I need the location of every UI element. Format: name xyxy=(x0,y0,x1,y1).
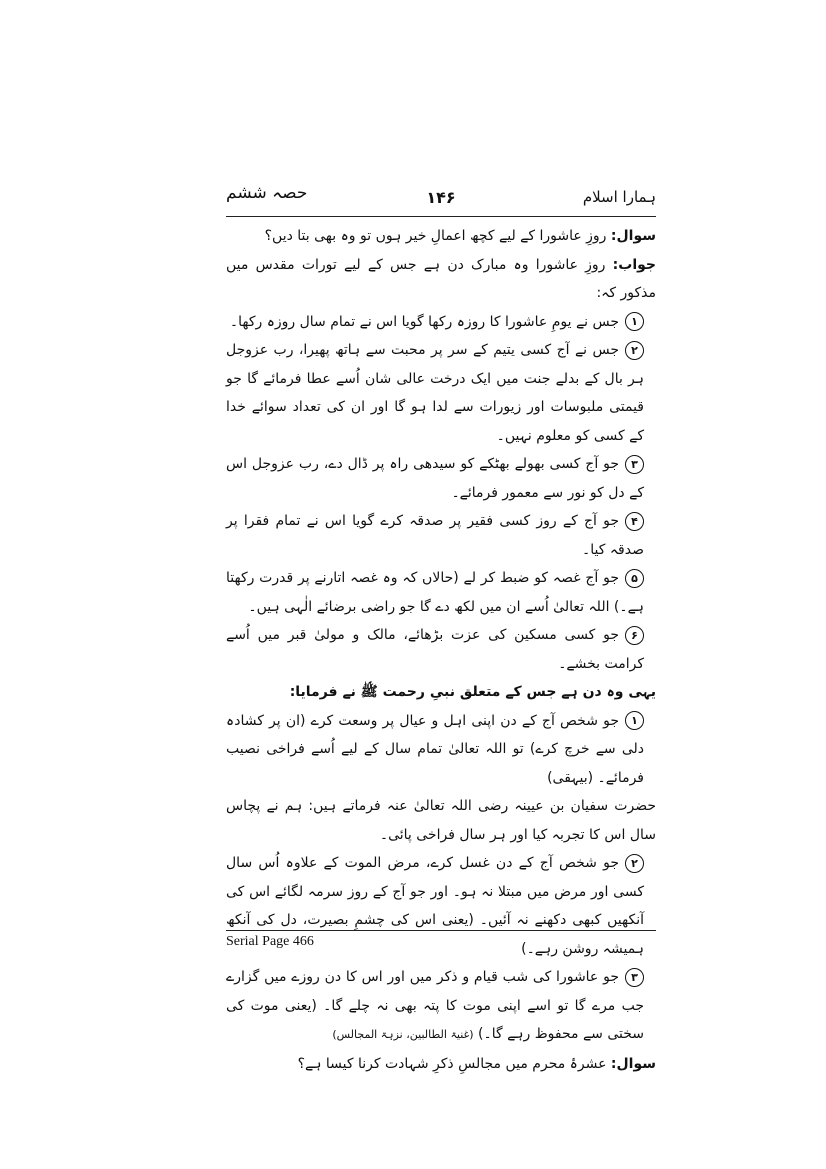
item-text: جو شخص آج کے دن اپنی اہل و عیال پر وسعت کرے (ان پر کشادہ دلی سے خرچ کرے) تو اللہ تعالیٰ تمام سال کے لیے اُسے فراخی نصیب فرمائے۔ (بیہقی) xyxy=(226,712,644,786)
item-number: ۵ xyxy=(625,569,644,588)
serial-page-footer: Serial Page 466 xyxy=(226,934,314,949)
item-number: ۶ xyxy=(625,626,644,645)
page-number: ۱۴۶ xyxy=(426,188,456,207)
hadith-intro: یہی وہ دن ہے جس کے متعلق نبیِ رحمت ﷺ نے فرمایا: xyxy=(289,684,656,700)
item-text: جو آج کسی بھولے بھٹکے کو سیدھی راہ پر ڈال دے، رب عزوجل اس کے دل کو نور سے معمور فرمائے۔ xyxy=(226,456,644,501)
list-item xyxy=(226,336,656,450)
item-number: ۳ xyxy=(625,968,644,987)
item-text: جس نے یومِ عاشورا کا روزہ رکھا گویا اس نے تمام سال روزہ رکھا۔ xyxy=(229,313,619,330)
item-number: ۴ xyxy=(625,512,644,531)
citation: (غنیۃ الطالبین، نزہۃ المجالس) xyxy=(332,1028,474,1041)
question-1 xyxy=(226,222,656,251)
question-2 xyxy=(226,1050,656,1079)
page-header xyxy=(226,183,656,217)
item-number: ۳ xyxy=(625,455,644,474)
answer-1 xyxy=(226,251,656,308)
list-item xyxy=(226,450,656,507)
footer-divider xyxy=(226,930,656,931)
item-number: ۲ xyxy=(625,341,644,360)
item-number: ۱ xyxy=(625,312,644,331)
section-name: حصہ ششم xyxy=(226,183,308,203)
answer-label: جواب: xyxy=(612,256,656,273)
item-text: جو شخص آج کے دن غسل کرے، مرض الموت کے علاوہ اُس سال کسی اور مرض میں مبتلا نہ ہو۔ اور جو آج کے روز سرمہ لگائے اس کی آنکھیں کبھی دکھنے نہ آئیں۔ (یعنی اس کی چشمِ بصیرت، دل کی آنکھ ہمیشہ روشن رہے۔) xyxy=(226,855,644,957)
book-title: ہمارا اسلام xyxy=(582,188,656,206)
list-item xyxy=(226,963,656,1050)
question-text: عشرۂ محرم میں مجالسِ ذکرِ شہادت کرنا کیسا ہے؟ xyxy=(297,1055,607,1072)
list-item xyxy=(226,308,656,337)
item-text: جو کسی مسکین کی عزت بڑھائے، مالک و مولیٰ قبر میں اُسے کرامت بخشے۔ xyxy=(226,627,644,672)
item-text: جو آج غصہ کو ضبط کر لے (حالاں کہ وہ غصہ اتارنے پر قدرت رکھتا ہے۔) اللہ تعالیٰ اُسے ان میں لکھ دے گا جو راضی برضائے الٰہی ہیں۔ xyxy=(226,570,644,615)
item-text: جو عاشورا کی شب قیام و ذکر میں اور اس کا دن روزے میں گزارے جب مرے گا تو اسے اپنی موت کا پتہ بھی نہ چلے گا۔ (یعنی موت کی سختی سے محفوظ رہے گا۔) xyxy=(226,969,644,1042)
sufyan-note: حضرت سفیان بن عیینہ رضی اللہ تعالیٰ عنہ فرماتے ہیں: ہم نے پچاس سال اس کا تجربہ کیا اور ہر سال فراخی پائی۔ xyxy=(226,798,656,843)
question-label: سوال: xyxy=(610,1055,656,1072)
item-number: ۱ xyxy=(625,711,644,730)
answer-text: روزِ عاشورا وہ مبارک دن ہے جس کے لیے تورات مقدس میں مذکور کہ: xyxy=(226,256,656,301)
list-item xyxy=(226,707,656,793)
question-label: سوال: xyxy=(610,228,656,244)
item-text: جو آج کے روز کسی فقیر پر صدقہ کرے گویا اس نے تمام فقرا پر صدقہ کیا۔ xyxy=(226,513,644,558)
list-item xyxy=(226,564,656,621)
question-text: روزِ عاشورا کے لیے کچھ اعمالِ خیر ہوں تو وہ بھی بتا دیں؟ xyxy=(264,228,607,244)
list-item xyxy=(226,507,656,564)
item-number: ۲ xyxy=(625,854,644,873)
item-text: جس نے آج کسی یتیم کے سر پر محبت سے ہاتھ پھیرا، رب عزوجل ہر بال کے بدلے جنت میں ایک درخت عالی شان اُسے عطا فرمائے گا جو قیمتی ملبوسات اور زیورات سے لدا ہو گا اور ان کی تعداد سوائے خدا کے کسی کو معلوم نہیں۔ xyxy=(226,342,644,444)
list-item xyxy=(226,621,656,678)
